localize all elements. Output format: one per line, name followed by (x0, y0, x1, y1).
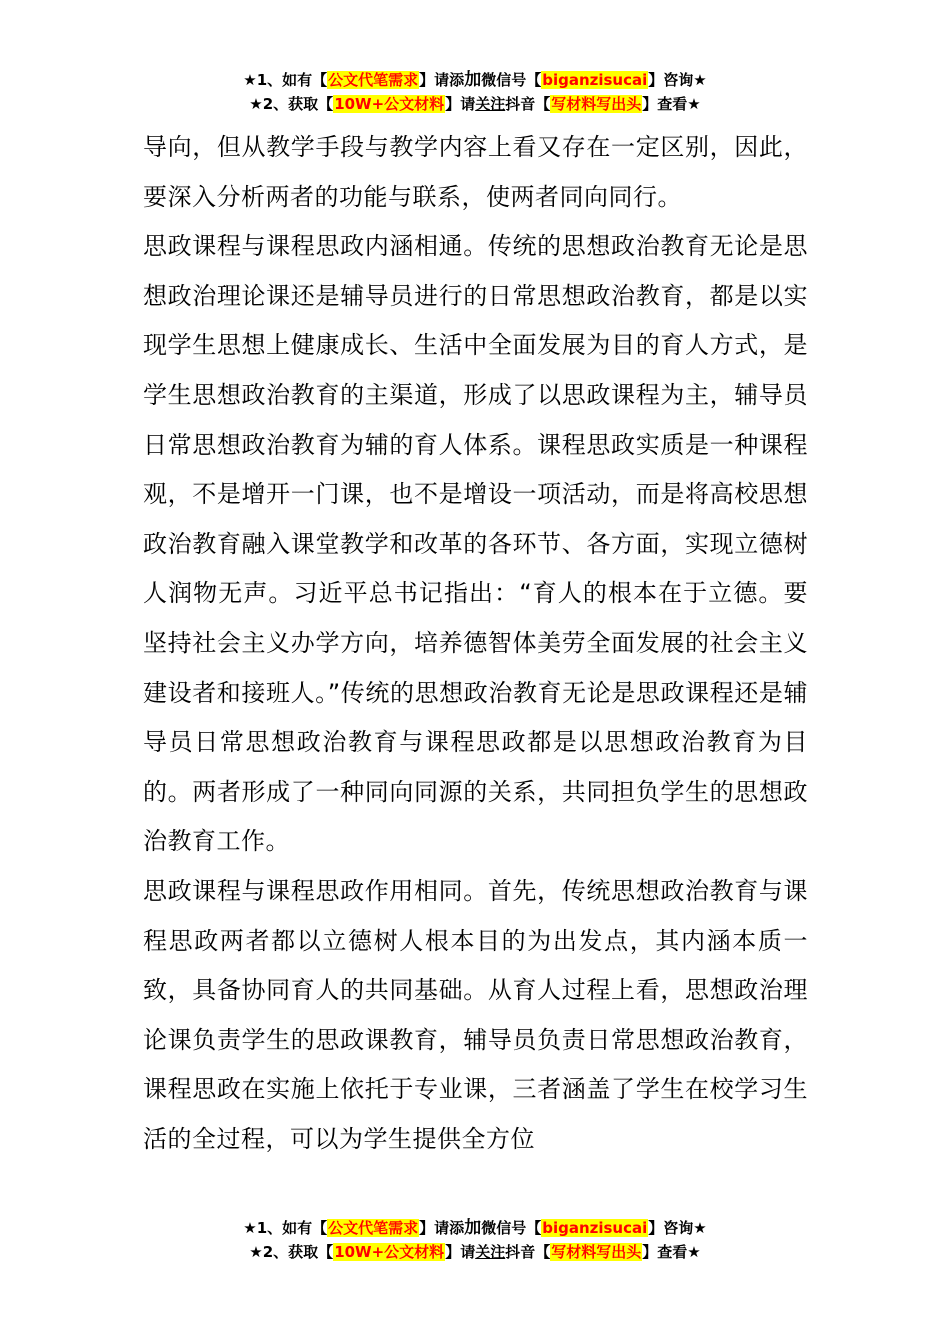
banner-text: 】请添 (419, 1219, 465, 1237)
banner-text: 抖音【 (505, 95, 551, 113)
banner-line-1 (0, 68, 950, 92)
footer-banner (0, 1216, 950, 1264)
banner-emphasis: 关注 (475, 95, 506, 113)
banner-emphasis: 加 (464, 1218, 482, 1238)
banner-highlight: 公文代笔需求 (328, 1219, 419, 1237)
banner-text: ★2、获取【 (249, 1243, 334, 1261)
banner-highlight: 10W+公文材料 (334, 1243, 445, 1261)
header-banner (0, 68, 950, 116)
paragraph: 导向，但从教学手段与教学内容上看又存在一定区别，因此，要深入分析两者的功能与联系，使两者同向同行。 (143, 133, 808, 211)
banner-highlight: biganzisucai (542, 1219, 648, 1237)
banner-text: ★2、获取【 (249, 95, 334, 113)
banner-line-2 (0, 92, 950, 116)
banner-line-1 (0, 1216, 950, 1240)
banner-text: 抖音【 (505, 1243, 551, 1261)
banner-text: 】请 (445, 1243, 476, 1261)
banner-text: 微信号【 (481, 1219, 542, 1237)
banner-line-2 (0, 1240, 950, 1264)
banner-highlight: 10W+公文材料 (334, 95, 445, 113)
paragraph: 思政课程与课程思政内涵相通。传统的思想政治教育无论是思想政治理论课还是辅导员进行的日常思想政治教育，都是以实现学生思想上健康成长、生活中全面发展为目的育人方式，是学生思想政治教育的主渠道，形成了以思政课程为主，辅导员日常思想政治教育为辅的育人体系。课程思政实质是一种课程观，不是增开一门课，也不是增设一项活动，而是将高校思想政治教育融入课堂教学和改革的各环节、各方面，实现立德树人润物无声。习近平总书记指出：“育人的根本在于立德。要坚持社会主义办学方向，培养德智体美劳全面发展的社会主义建设者和接班人。”传统的思想政治教育无论是思政课程还是辅导员日常思想政治教育与课程思政都是以思想政治教育为目的。两者形成了一种同向同源的关系，共同担负学生的思想政治教育工作。 (143, 232, 808, 856)
banner-text: ★1、如有【 (243, 71, 328, 89)
banner-highlight: 写材料写出头 (551, 1243, 642, 1261)
banner-text: 】查看★ (642, 1243, 701, 1261)
banner-text: 】咨询★ (648, 1219, 707, 1237)
banner-emphasis: 加 (464, 70, 482, 90)
banner-text: 】请添 (419, 71, 465, 89)
banner-text: 】查看★ (642, 95, 701, 113)
banner-text: ★1、如有【 (243, 1219, 328, 1237)
banner-text: 】请 (445, 95, 476, 113)
banner-highlight: 写材料写出头 (551, 95, 642, 113)
banner-highlight: biganzisucai (542, 71, 648, 89)
banner-highlight: 公文代笔需求 (328, 71, 419, 89)
banner-text: 微信号【 (481, 71, 542, 89)
document-body (143, 123, 808, 1164)
banner-text: 】咨询★ (648, 71, 707, 89)
paragraph: 思政课程与课程思政作用相同。首先，传统思想政治教育与课程思政两者都以立德树人根本目的为出发点，其内涵本质一致，具备协同育人的共同基础。从育人过程上看，思想政治理论课负责学生的思政课教育，辅导员负责日常思想政治教育，课程思政在实施上依托于专业课，三者涵盖了学生在校学习生活的全过程，可以为学生提供全方位 (143, 876, 808, 1153)
banner-emphasis: 关注 (475, 1243, 506, 1261)
